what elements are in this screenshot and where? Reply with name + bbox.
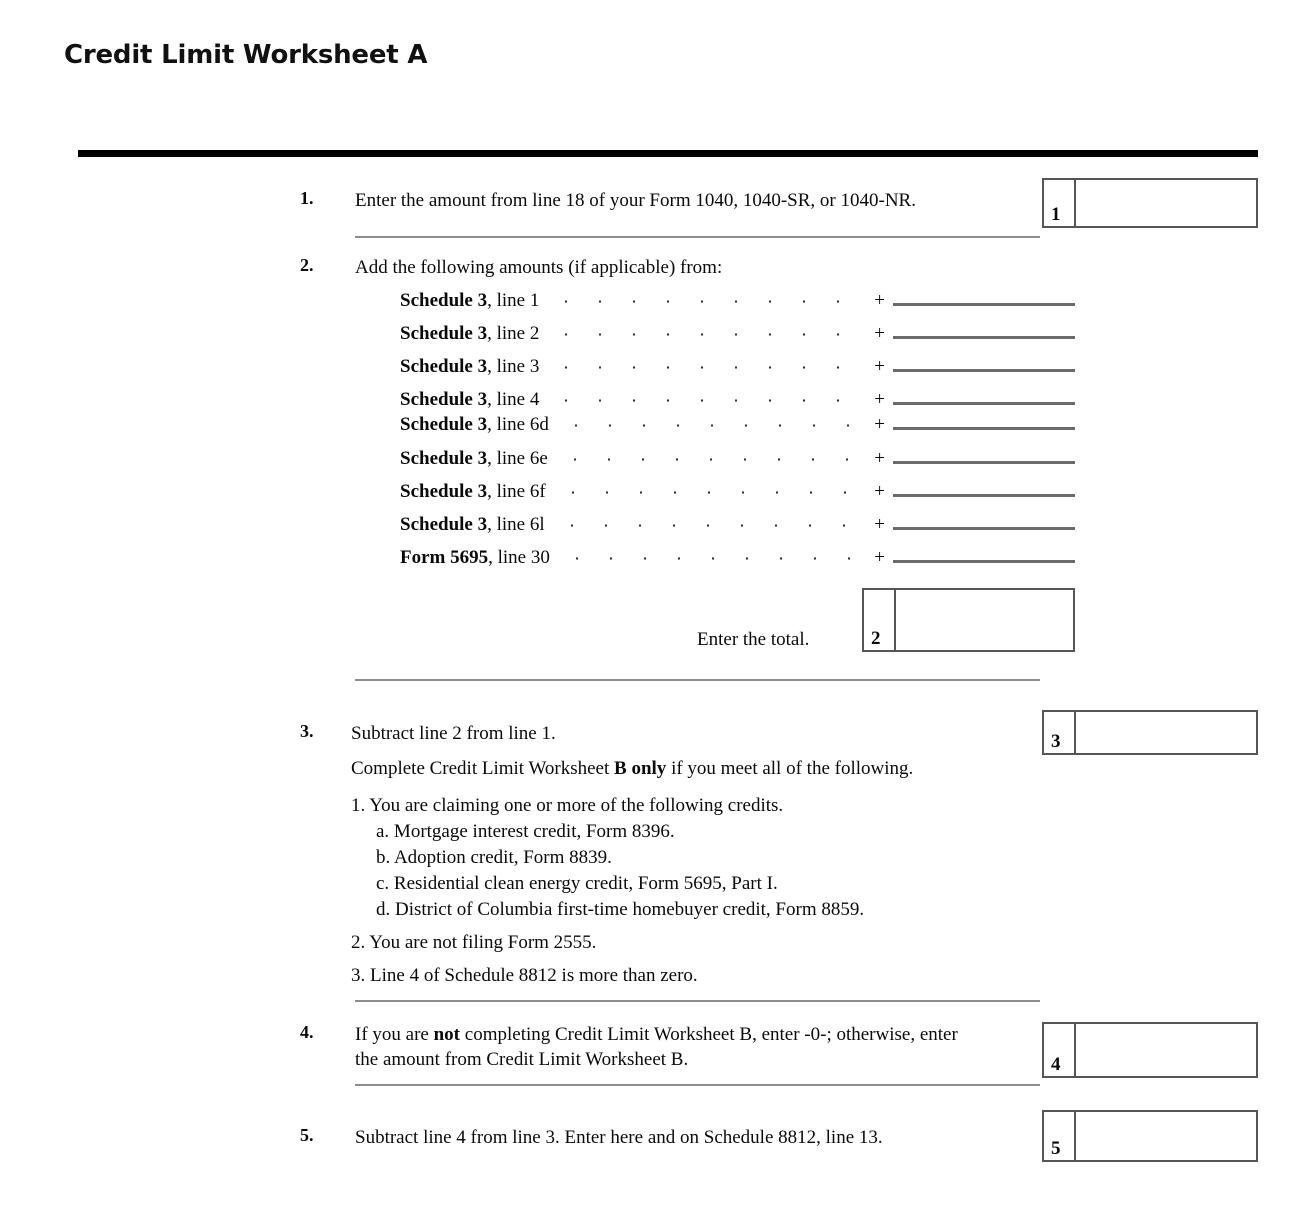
schedule-entry-row: [400, 446, 1075, 472]
schedule-entry-amount-line[interactable]: [893, 527, 1075, 530]
schedule-entry-label: [400, 514, 545, 536]
plus-sign: +: [874, 480, 885, 502]
line-2-text: Add the following amounts (if applicable) from:: [355, 257, 723, 278]
plus-sign: +: [874, 289, 885, 311]
schedule-entry-detail: , line 4: [487, 389, 540, 410]
plus-sign: +: [874, 546, 885, 568]
line-1-text: Enter the amount from line 18 of your Form 1040, 1040-SR, or 1040-NR.: [355, 190, 916, 211]
schedule-entry-detail: , line 6f: [487, 481, 546, 502]
schedule-entry-row: [400, 545, 1075, 571]
plus-sign: +: [874, 447, 885, 469]
schedule-entry-source: Schedule 3: [400, 448, 488, 469]
schedule-entry-row: [400, 387, 1075, 413]
schedule-entry-amount-line[interactable]: [893, 369, 1075, 372]
line-2-box-number-cell: [864, 590, 896, 650]
schedule-entry-label: [400, 323, 539, 345]
separator-rule-4: [355, 1084, 1040, 1086]
line-2-box-number: 2: [871, 628, 881, 649]
separator-rule-1: [355, 236, 1040, 238]
schedule-entry-source: Schedule 3: [400, 514, 488, 535]
dot-leader: [549, 325, 868, 344]
dot-leader: [558, 450, 868, 469]
line-1-answer-box[interactable]: [1042, 178, 1258, 228]
line-4-text-post: completing Credit Limit Worksheet B, enter -0-; otherwise, enter: [460, 1024, 958, 1045]
schedule-entry-source: Schedule 3: [400, 414, 488, 435]
schedule-entry-amount-line[interactable]: [893, 560, 1075, 563]
line-1-box-number-cell: [1044, 180, 1076, 226]
schedule-entry-detail: , line 1: [487, 290, 540, 311]
plus-sign: +: [874, 322, 885, 344]
line-3-box-number: 3: [1051, 731, 1061, 752]
schedule-entry-label: [400, 290, 539, 312]
line-4-box-number-cell: [1044, 1024, 1076, 1076]
dot-leader: [556, 483, 869, 502]
line-5-box-number-cell: [1044, 1112, 1076, 1160]
condition-2: 2. You are not filing Form 2555.: [351, 932, 597, 953]
schedule-entry-detail: , line 30: [488, 547, 550, 568]
worksheet-b-instruction-post: if you meet all of the following.: [666, 758, 914, 779]
schedule-entry-amount-line[interactable]: [893, 494, 1075, 497]
line-5-answer-box[interactable]: [1042, 1110, 1258, 1162]
line-3-answer-box[interactable]: [1042, 710, 1258, 755]
line-4-value-field[interactable]: [1076, 1024, 1256, 1076]
schedule-entry-row: [400, 354, 1075, 380]
schedule-entry-label: [400, 389, 539, 411]
schedule-entry-source: Form 5695: [400, 547, 489, 568]
schedule-entry-detail: , line 6l: [487, 514, 545, 535]
schedule-entry-label: [400, 481, 546, 503]
line-2-value-field[interactable]: [896, 590, 1073, 650]
schedule-entry-row: [400, 512, 1075, 538]
line-4-text: [355, 1022, 958, 1047]
plus-sign: +: [874, 355, 885, 377]
schedule-entry-source: Schedule 3: [400, 356, 488, 377]
dot-leader: [549, 292, 868, 311]
schedule-entry-label: [400, 356, 539, 378]
schedule-entry-amount-line[interactable]: [893, 303, 1075, 306]
schedule-entry-row: [400, 479, 1075, 505]
plus-sign: +: [874, 413, 885, 435]
condition-3: 3. Line 4 of Schedule 8812 is more than zero.: [351, 965, 698, 986]
line-5-number: 5.: [300, 1125, 314, 1145]
worksheet-b-instruction: [351, 756, 913, 781]
schedule-entry-amount-line[interactable]: [893, 427, 1075, 430]
schedule-entry-amount-line[interactable]: [893, 336, 1075, 339]
schedule-entry-detail: , line 6e: [487, 448, 548, 469]
line-5-value-field[interactable]: [1076, 1112, 1256, 1160]
schedule-entry-label: [400, 414, 549, 436]
schedule-entry-detail: , line 2: [487, 323, 540, 344]
line-1-number: 1.: [300, 188, 314, 208]
line-4-number: 4.: [300, 1022, 314, 1042]
line-3-number: 3.: [300, 721, 314, 741]
credit-item-c: c. Residential clean energy credit, Form 5695, Part I.: [376, 873, 778, 894]
dot-leader: [555, 516, 869, 535]
schedule-entry-row: [400, 321, 1075, 347]
schedule-entry-row: [400, 412, 1075, 438]
schedule-entry-label: [400, 448, 548, 470]
credit-item-d: d. District of Columbia first-time homebuyer credit, Form 8859.: [376, 899, 865, 920]
dot-leader: [559, 416, 868, 435]
dot-leader: [560, 549, 868, 568]
line-4-text-line2: the amount from Credit Limit Worksheet B.: [355, 1049, 689, 1070]
schedule-entry-amount-line[interactable]: [893, 461, 1075, 464]
line-5-box-number: 5: [1051, 1138, 1061, 1159]
line-4-text-bold: not: [433, 1024, 461, 1045]
schedule-entry-source: Schedule 3: [400, 290, 488, 311]
schedule-entry-label: [400, 547, 550, 569]
schedule-entry-row: [400, 288, 1075, 314]
page-title: Credit Limit Worksheet A: [64, 40, 428, 70]
separator-rule-2: [355, 679, 1040, 681]
line-4-answer-box[interactable]: [1042, 1022, 1258, 1078]
line-2-number: 2.: [300, 255, 314, 275]
condition-1: 1. You are claiming one or more of the following credits.: [351, 795, 784, 816]
credit-item-b: b. Adoption credit, Form 8839.: [376, 847, 612, 868]
line-3-value-field[interactable]: [1076, 712, 1256, 753]
schedule-entry-source: Schedule 3: [400, 389, 488, 410]
worksheet-b-instruction-bold: B only: [614, 758, 667, 779]
line-4-box-number: 4: [1051, 1054, 1061, 1075]
schedule-entry-detail: , line 6d: [487, 414, 549, 435]
line-1-value-field[interactable]: [1076, 180, 1256, 226]
dot-leader: [549, 391, 868, 410]
credit-item-a: a. Mortgage interest credit, Form 8396.: [376, 821, 675, 842]
line-5-text: Subtract line 4 from line 3. Enter here and on Schedule 8812, line 13.: [355, 1127, 883, 1148]
line-3-box-number-cell: [1044, 712, 1076, 753]
plus-sign: +: [874, 388, 885, 410]
schedule-entry-source: Schedule 3: [400, 323, 488, 344]
schedule-entry-detail: , line 3: [487, 356, 540, 377]
line-4-text-pre: If you are: [355, 1024, 434, 1045]
line-2-total-box[interactable]: [862, 588, 1075, 652]
line-1-box-number: 1: [1051, 204, 1061, 225]
enter-total-label: Enter the total.: [697, 629, 810, 650]
separator-rule-3: [355, 1000, 1040, 1002]
plus-sign: +: [874, 513, 885, 535]
header-rule: [78, 150, 1258, 157]
dot-leader: [549, 358, 868, 377]
schedule-entry-source: Schedule 3: [400, 481, 488, 502]
worksheet-b-instruction-pre: Complete Credit Limit Worksheet: [351, 758, 615, 779]
schedule-entry-amount-line[interactable]: [893, 402, 1075, 405]
line-3-text: Subtract line 2 from line 1.: [351, 723, 556, 744]
